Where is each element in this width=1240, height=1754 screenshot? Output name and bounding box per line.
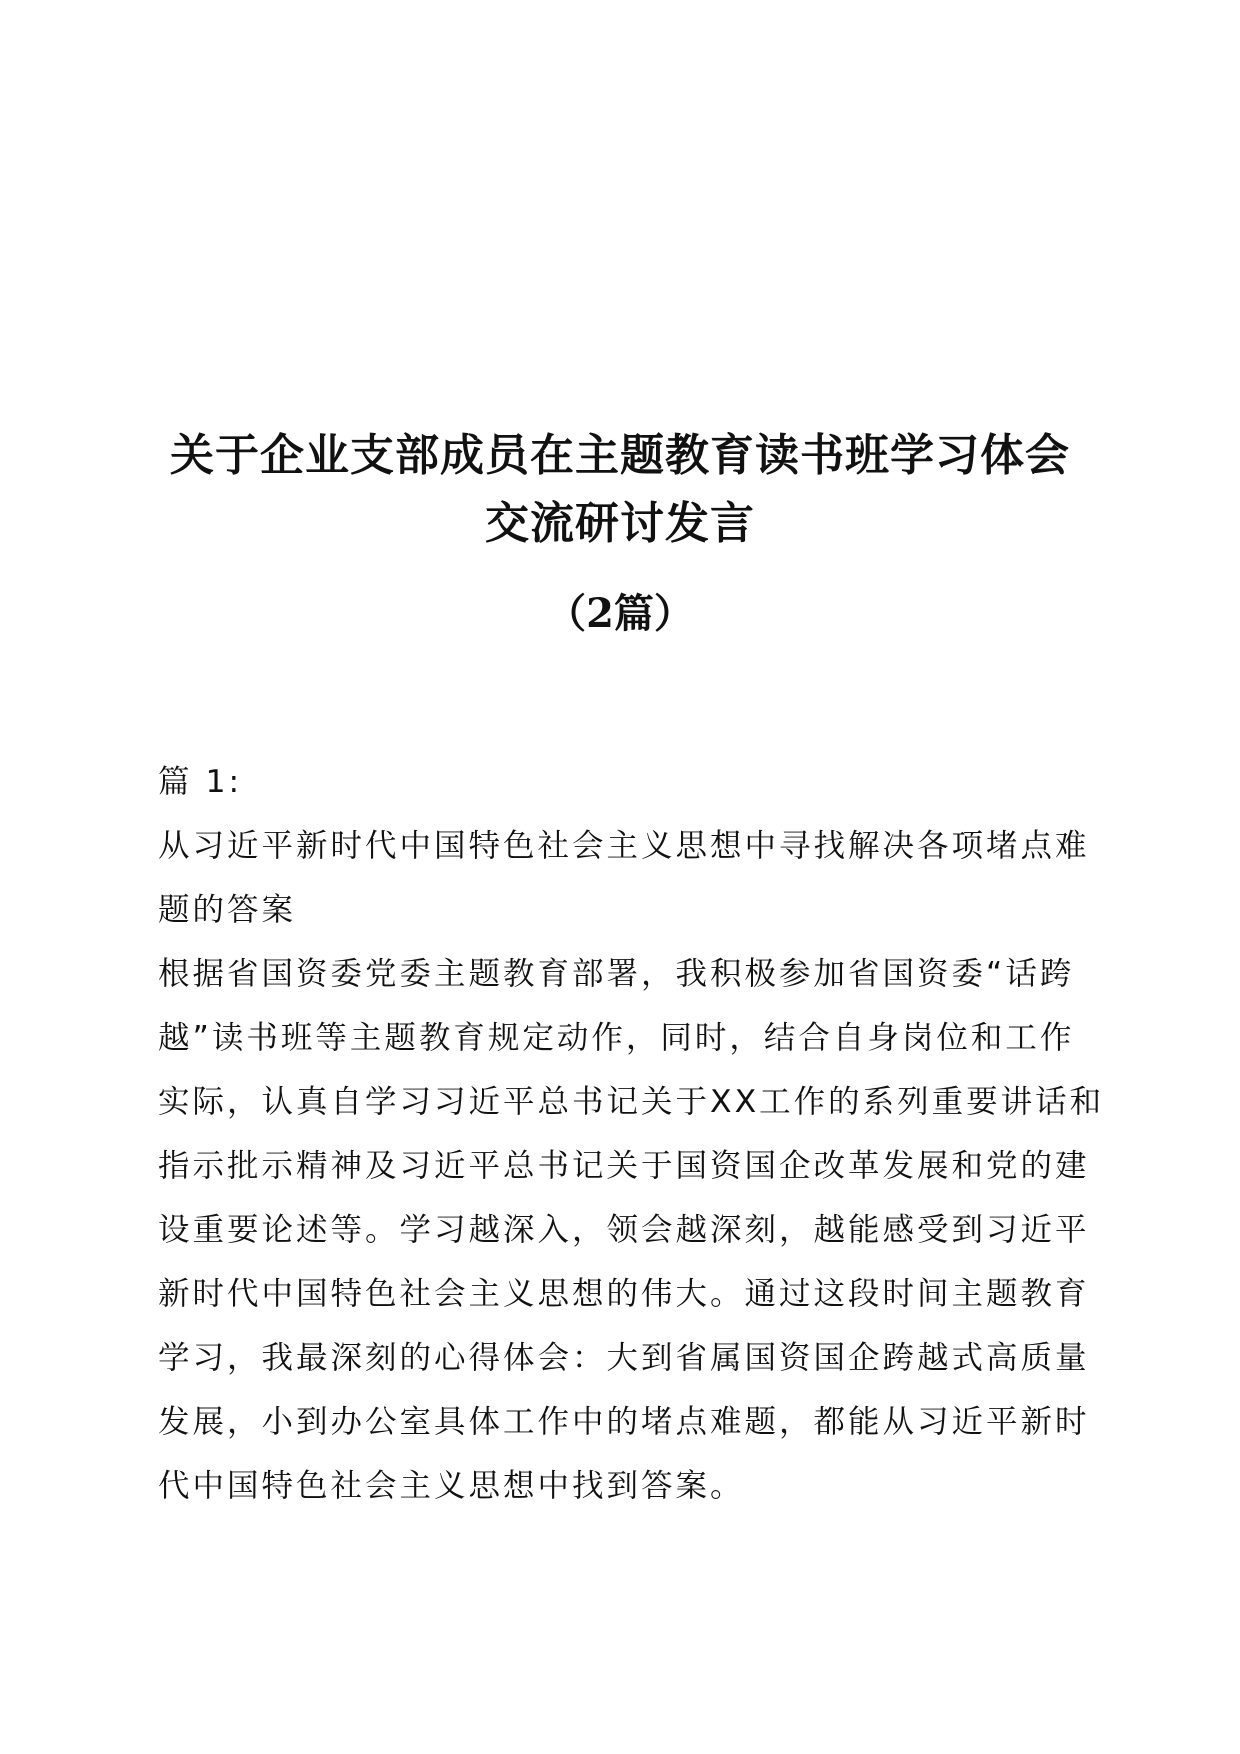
section-heading-line-1: 从习近平新时代中国特色社会主义思想中寻找解决各项堵点难 (158, 828, 1090, 864)
paragraph-line: 学习，我最深刻的心得体会：大到省属国资国企跨越式高质量 (158, 1340, 1090, 1376)
section-label: 篇 1: (158, 764, 243, 800)
paragraph-line: 发展，小到办公室具体工作中的堵点难题，都能从习近平新时 (158, 1404, 1090, 1440)
paragraph-line: 设重要论述等。学习越深入，领会越深刻，越能感受到习近平 (158, 1212, 1090, 1248)
document-title-line-2: 交流研讨发言 (485, 498, 755, 549)
paragraph-line: 指示批示精神及习近平总书记关于国资国企改革发展和党的建 (158, 1148, 1090, 1184)
paragraph-line: 实际，认真自学习习近平总书记关于XX工作的系列重要讲话和 (158, 1084, 1105, 1120)
document-title-line-1: 关于企业支部成员在主题教育读书班学习体会 (170, 430, 1070, 481)
paragraph-line: 代中国特色社会主义思想中找到答案。 (158, 1468, 745, 1504)
document-subtitle: （2篇） (546, 590, 694, 637)
paragraph-line: 越”读书班等主题教育规定动作，同时，结合自身岗位和工作 (158, 1020, 1075, 1056)
section-heading-line-2: 题的答案 (158, 892, 297, 928)
paragraph-line: 新时代中国特色社会主义思想的伟大。通过这段时间主题教育 (158, 1276, 1090, 1312)
paragraph-line: 根据省国资委党委主题教育部署，我积极参加省国资委“话跨 (158, 956, 1075, 992)
body-paragraph (158, 942, 1105, 1518)
